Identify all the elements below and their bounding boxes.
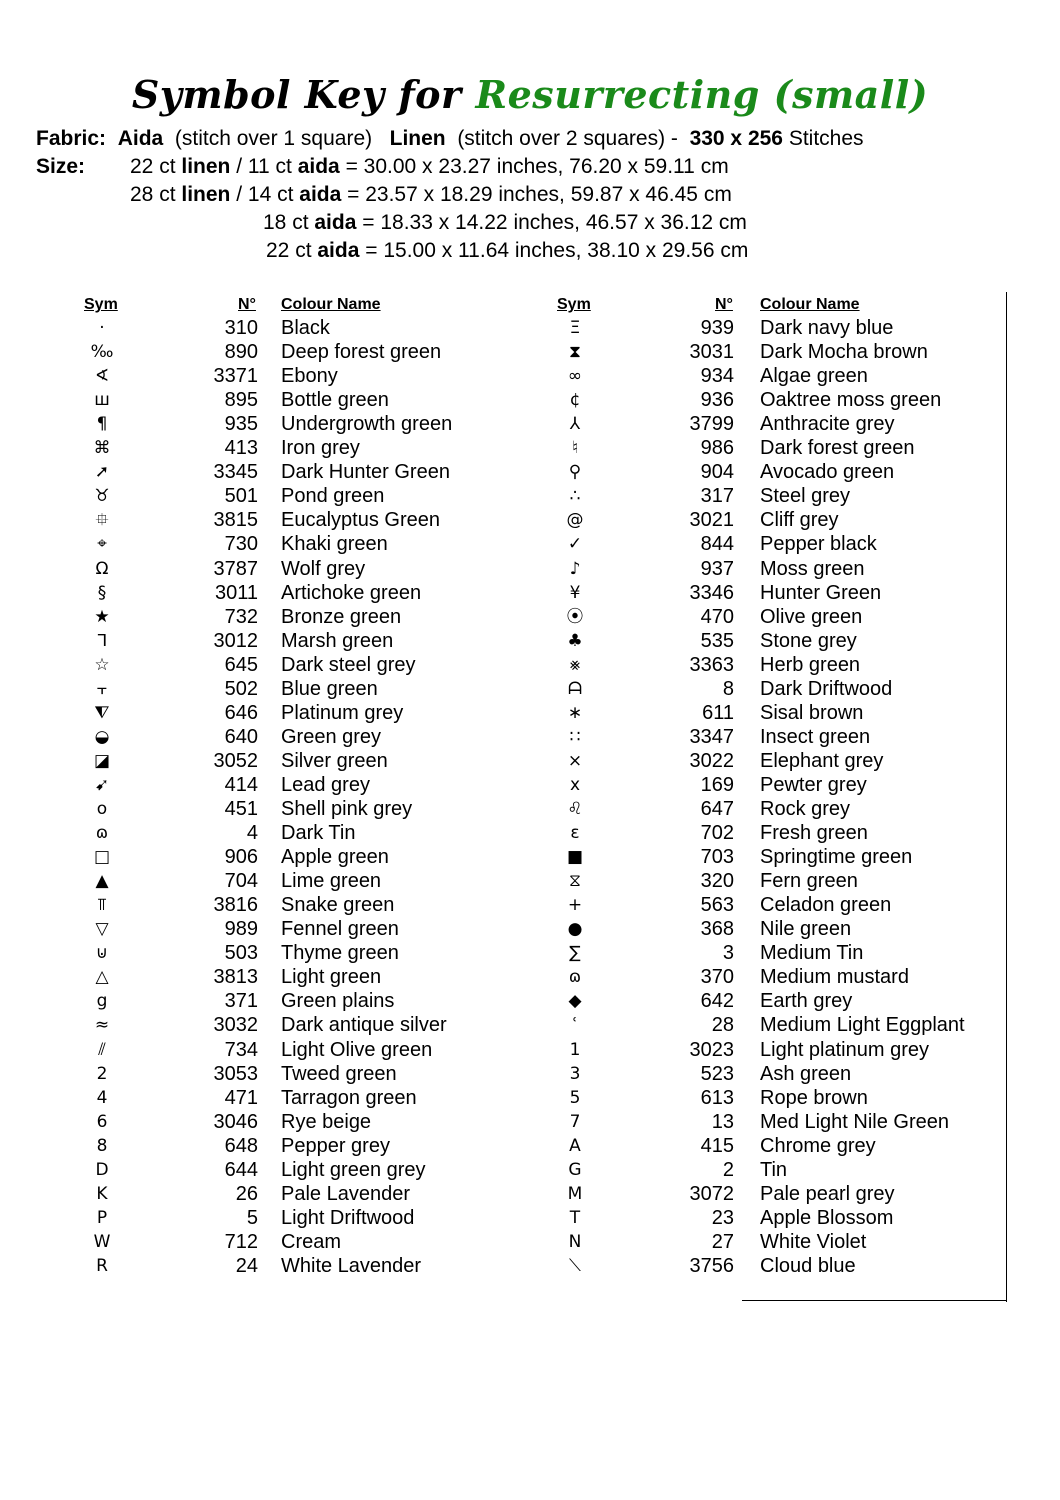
colour-number: 3363 [689,653,734,676]
left-sym-header: Sym [84,296,118,313]
symbol-glyph: ⌘ [93,438,111,459]
size-text-2: 28 ct linen / 14 ct aida = 23.57 x 18.29 inches, 59.87 x 46.45 cm [130,183,732,206]
colour-name: Green grey [281,725,382,748]
symbol-glyph: ᗩ [567,678,583,699]
colour-name: Pale pearl grey [760,1182,895,1205]
colour-number: 906 [224,846,258,869]
colour-name: Lead grey [281,773,370,796]
colour-number: 503 [224,942,258,965]
colour-number: 320 [700,870,734,893]
colour-number: 3345 [213,461,258,484]
colour-name: Medium mustard [760,966,909,989]
symbol-glyph: ✓ [567,534,583,555]
colour-name: Algae green [760,365,868,388]
symbol-glyph: ¢ [569,390,581,411]
colour-name: Light Olive green [281,1038,433,1061]
fabric-label: Fabric: [36,127,107,150]
symbol-glyph: ɷ [568,967,582,988]
symbol-glyph: ∢ [94,366,110,387]
colour-name: Silver green [281,749,388,772]
colour-number: 647 [700,798,734,820]
colour-number: 24 [235,1254,258,1277]
fabric-linen: Linen [389,127,446,150]
symbol-glyph: § [97,582,107,603]
symbol-glyph: 1 [569,1039,581,1060]
symbol-glyph: 8 [96,1135,108,1156]
symbol-glyph: ▽ [95,919,109,940]
symbol-glyph: ш [94,390,110,411]
colour-name: Rock grey [760,798,851,820]
colour-number: 26 [235,1182,258,1205]
colour-name: Ash green [760,1062,852,1085]
colour-name: Khaki green [281,533,388,556]
symbol-glyph: ● [567,919,583,940]
symbol-glyph: ⧖ [569,871,581,892]
colour-number: 310 [224,317,258,339]
left-num-header: N° [238,296,256,313]
symbol-glyph: ★ [94,606,110,627]
colour-name: Elephant grey [760,749,884,772]
symbol-glyph: ‰ [90,342,114,363]
symbol-glyph: ➚ [94,462,110,483]
colour-name: Dark navy blue [760,317,894,339]
colour-number: 317 [700,485,734,508]
colour-number: 3053 [213,1062,258,1085]
colour-number: 640 [224,725,258,748]
symbol-glyph: ⫽ [98,1039,106,1060]
symbol-glyph: △ [95,967,109,988]
symbol-glyph: ⧗ [569,342,581,363]
symbol-glyph: ◆ [568,991,582,1012]
colour-name: Bottle green [281,389,389,412]
colour-number: 415 [700,1134,734,1157]
colour-name: Stone grey [760,629,857,652]
symbol-glyph: ⨳ [569,654,581,675]
colour-number: 730 [224,533,258,556]
right-name-header: Colour Name [760,296,860,313]
symbol-glyph: ᒣ [96,630,108,651]
symbol-glyph: @ [566,510,584,531]
colour-name: Pepper grey [281,1134,390,1157]
colour-name: Bronze green [281,605,402,628]
colour-number: 702 [700,822,734,845]
colour-number: 3371 [213,365,258,388]
colour-number: 937 [700,557,734,580]
colour-name: Fern green [760,870,858,893]
colour-number: 712 [224,1230,258,1253]
colour-name: Medium Tin [760,942,864,965]
symbol-glyph: ◒ [94,726,110,747]
size-text-4: 22 ct aida = 15.00 x 11.64 inches, 38.10 x 29.56 cm [266,239,749,262]
symbol-glyph: ⟍ [569,1255,581,1276]
fabric-linen-note: (stitch over 2 squares) - [457,127,678,150]
colour-number: 611 [702,701,734,724]
colour-number: 890 [224,341,258,364]
colour-number: 413 [224,437,258,460]
colour-number: 371 [224,990,258,1013]
symbol-glyph: ▲ [95,871,109,892]
symbol-glyph: ∷ [569,726,581,747]
symbol-glyph: ≈ [94,1015,110,1036]
colour-name: Dark Driftwood [760,677,893,700]
symbol-glyph: ♉ [94,486,110,507]
colour-number: 732 [224,605,258,628]
symbol-glyph: ➹ [94,774,110,795]
symbol-glyph: G [568,1159,582,1180]
fabric-aida: Aida [117,127,164,150]
colour-name: Undergrowth green [281,413,453,436]
colour-name: Pale Lavender [281,1182,410,1205]
symbol-glyph: ☆ [94,654,110,675]
bottom-rule [742,1300,1007,1301]
colour-name: Ebony [281,365,338,388]
colour-name: Tweed green [281,1062,397,1085]
colour-name: Dark Hunter Green [281,461,450,484]
symbol-glyph: 5 [569,1087,581,1108]
colour-number: 936 [700,389,734,412]
colour-number: 3347 [689,725,734,748]
colour-number: 934 [700,365,734,388]
colour-number: 502 [224,677,258,700]
symbol-glyph: M [567,1183,583,1204]
colour-name: Chrome grey [760,1134,876,1157]
size-line-4 [266,238,748,264]
colour-number: 642 [700,990,734,1013]
right-border [1006,292,1007,1302]
colour-name: Moss green [760,557,865,580]
colour-name: Fresh green [760,822,868,845]
colour-name: Cliff grey [760,509,839,532]
symbol-glyph: ♮ [571,438,579,459]
symbol-glyph: ¥ [569,582,581,603]
colour-number: 13 [711,1110,734,1133]
symbol-glyph: ⯐ [95,510,109,531]
colour-number: 734 [224,1038,258,1061]
colour-number: 648 [224,1134,258,1157]
colour-name: Avocado green [760,461,895,484]
colour-name: Light platinum grey [760,1038,929,1061]
colour-name: Artichoke green [281,581,422,604]
colour-number: 844 [700,533,734,556]
symbol-glyph: o [96,799,108,819]
colour-number: 169 [700,773,734,796]
symbol-glyph: ⅄ [569,414,581,435]
symbol-glyph: 4 [96,1087,108,1108]
colour-number: 535 [700,629,734,652]
symbol-glyph: g [96,991,108,1012]
symbol-glyph: ♪ [569,558,581,579]
symbol-glyph: ⚲ [568,462,582,483]
symbol-glyph: ɷ [95,823,109,844]
colour-name: Snake green [281,894,395,917]
fabric-aida-note: (stitch over 1 square) [174,127,373,150]
colour-number: 501 [224,485,258,508]
colour-name: Oaktree moss green [760,389,942,412]
colour-name: Cream [281,1230,342,1253]
colour-name: Platinum grey [281,701,404,724]
colour-name: Steel grey [760,485,851,508]
colour-number: 3813 [213,966,258,989]
symbol-glyph: ∞ [567,366,583,387]
colour-number: 2 [722,1158,734,1181]
colour-number: 27 [711,1230,734,1253]
stitch-count: 330 x 256 [689,127,783,150]
colour-number: 3052 [213,749,258,772]
colour-number: 3012 [213,629,258,652]
size-line-3 [263,210,747,236]
colour-name: Tarragon green [281,1086,417,1109]
colour-name: Green plains [281,990,395,1013]
size-line-2 [130,182,732,208]
colour-number: 4 [246,822,258,845]
colour-number: 370 [700,966,734,989]
symbol-glyph: P [96,1207,108,1228]
symbol-glyph: ■ [566,847,584,868]
colour-name: Black [281,317,330,339]
colour-name: Dark steel grey [281,653,416,676]
colour-number: 3011 [214,581,258,604]
colour-name: Blue green [281,677,378,700]
symbol-glyph: ¶ [96,414,108,435]
colour-name: Dark Tin [281,822,356,845]
colour-number: 563 [700,894,734,917]
symbol-glyph: R [96,1255,108,1276]
colour-name: Rope brown [760,1086,868,1109]
colour-name: Springtime green [760,846,913,869]
symbol-glyph: 6 [96,1111,108,1132]
symbol-glyph: ⫟ [96,678,108,699]
colour-number: 3346 [689,581,734,604]
colour-number: 3799 [689,413,734,436]
title-prefix: Symbol Key for [131,72,462,117]
symbol-glyph: □ [93,847,111,868]
stitch-label: Stitches [788,127,864,150]
colour-number: 451 [224,798,258,820]
colour-name: Light green [281,966,382,989]
symbol-glyph: 7 [569,1111,581,1132]
colour-name: Olive green [760,605,863,628]
colour-name: Dark antique silver [281,1014,447,1037]
colour-number: 3022 [689,749,734,772]
colour-number: 703 [700,846,734,869]
colour-name: Earth grey [760,990,853,1013]
symbol-glyph: A [569,1135,581,1156]
colour-name: Dark Mocha brown [760,341,928,364]
colour-number: 3756 [689,1254,734,1277]
colour-number: 470 [700,605,734,628]
colour-name: Apple green [281,846,389,869]
colour-name: Cloud blue [760,1254,856,1277]
colour-number: 989 [224,918,258,941]
size-text-3: 18 ct aida = 18.33 x 14.22 inches, 46.57 x 36.12 cm [263,211,747,234]
colour-name: Apple Blossom [760,1206,894,1229]
left-name-header: Colour Name [281,296,381,313]
colour-number: 28 [711,1014,734,1037]
pattern-name: Resurrecting (small) [475,72,929,117]
colour-name: Tin [760,1158,788,1181]
colour-number: 904 [700,461,734,484]
symbol-glyph: ∗ [567,702,583,723]
size-text-1: 22 ct linen / 11 ct aida = 30.00 x 23.27 inches, 76.20 x 59.11 cm [130,155,729,178]
symbol-glyph: N [568,1231,582,1252]
colour-number: 414 [224,773,258,796]
colour-name: Pewter grey [760,773,867,796]
symbol-glyph: ◪ [93,750,111,771]
colour-name: Hunter Green [760,581,882,604]
colour-name: White Lavender [281,1254,422,1277]
symbol-glyph: D [95,1159,109,1180]
colour-name: Shell pink grey [281,798,413,820]
colour-number: 471 [224,1086,258,1109]
colour-number: 3021 [689,509,734,532]
colour-number: 3 [722,942,734,965]
colour-name: Pond green [281,485,385,508]
colour-name: Herb green [760,653,861,676]
colour-number: 23 [711,1206,734,1229]
fabric-line [36,126,864,152]
colour-name: Light green grey [281,1158,426,1181]
colour-number: 3815 [213,509,258,532]
symbol-glyph: 2 [96,1063,108,1084]
symbol-glyph: ♌ [567,799,583,819]
symbol-glyph: T [569,1207,581,1228]
symbol-glyph: ⦿ [566,606,584,627]
colour-name: Celadon green [760,894,892,917]
colour-number: 644 [224,1158,258,1181]
colour-number: 3816 [213,894,258,917]
right-num-header: N° [715,296,733,313]
colour-name: Medium Light Eggplant [760,1014,965,1037]
symbol-glyph: x [569,774,581,795]
size-label: Size: [36,155,86,178]
colour-name: Iron grey [281,437,360,460]
symbol-glyph: Ξ [569,318,581,338]
colour-number: 3031 [689,341,734,364]
colour-name: Pepper black [760,533,877,556]
symbol-glyph: W [93,1231,111,1252]
symbol-glyph: K [96,1183,108,1204]
symbol-glyph: ʿ [572,1015,578,1036]
colour-name: White Violet [760,1230,867,1253]
symbol-glyph: ⧨ [94,702,110,723]
page-title [0,72,1060,117]
colour-number: 3072 [689,1182,734,1205]
colour-name: Lime green [281,870,382,893]
symbol-glyph: ⨯ [567,750,583,771]
symbol-glyph: ⫪ [97,895,107,916]
colour-number: 935 [224,413,258,436]
colour-name: Light Driftwood [281,1206,415,1229]
colour-number: 646 [224,701,258,724]
colour-name: Insect green [760,725,871,748]
colour-name: Deep forest green [281,341,442,364]
colour-name: Rye beige [281,1110,372,1133]
colour-number: 5 [246,1206,258,1229]
colour-number: 8 [722,677,734,700]
symbol-glyph: ⊍ [95,943,109,964]
symbol-glyph: ɛ [570,823,580,844]
colour-name: Thyme green [281,942,399,965]
colour-number: 368 [700,918,734,941]
colour-name: Marsh green [281,629,394,652]
symbol-glyph: + [567,895,583,916]
colour-name: Eucalyptus Green [281,509,440,532]
colour-name: Sisal brown [760,701,864,724]
colour-number: 895 [224,389,258,412]
colour-number: 3046 [213,1110,258,1133]
colour-number: 986 [700,437,734,460]
colour-number: 645 [224,653,258,676]
colour-number: 3787 [213,557,258,580]
colour-name: Fennel green [281,918,399,941]
colour-name: Med Light Nile Green [760,1110,949,1133]
colour-number: 3032 [213,1014,258,1037]
colour-number: 939 [700,317,734,339]
colour-number: 613 [700,1086,734,1109]
colour-name: Nile green [760,918,852,941]
colour-number: 704 [224,870,258,893]
colour-number: 3023 [689,1038,734,1061]
size-line-1 [130,154,729,180]
colour-name: Dark forest green [760,437,915,460]
symbol-glyph: ∑ [569,943,581,964]
symbol-glyph: · [99,318,105,338]
symbol-glyph: ⌖ [97,534,107,555]
colour-number: 523 [700,1062,734,1085]
symbol-glyph: ∴ [569,486,581,507]
symbol-glyph: 3 [569,1063,581,1084]
symbol-glyph: Ω [95,558,109,579]
right-sym-header: Sym [557,296,591,313]
colour-name: Anthracite grey [760,413,895,436]
colour-name: Wolf grey [281,557,366,580]
symbol-glyph: ♣ [567,630,583,651]
